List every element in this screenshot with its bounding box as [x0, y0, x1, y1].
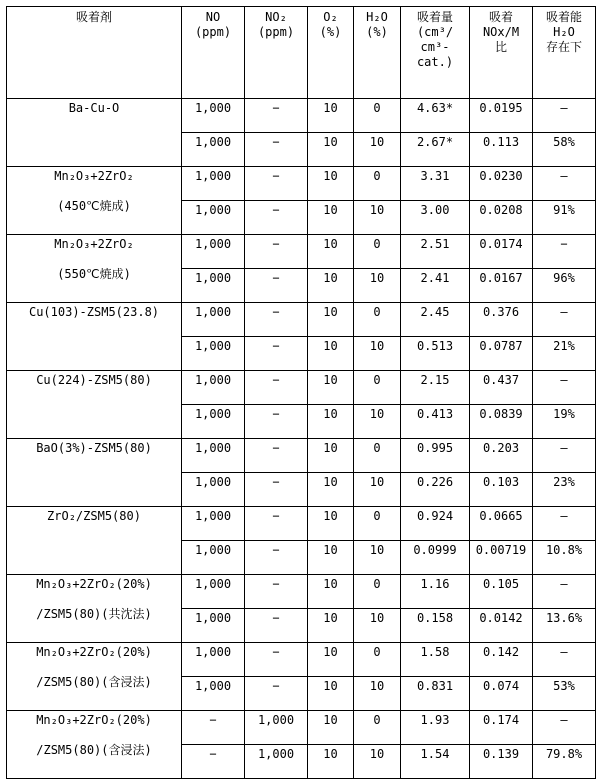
- o2-cell: 10: [308, 167, 354, 201]
- ratio-cell: 0.139: [470, 745, 533, 779]
- adsorbent-name: Cu(224)-ZSM5(80): [36, 373, 152, 387]
- o2-cell: 10: [308, 303, 354, 337]
- ratio-cell: 0.113: [470, 133, 533, 167]
- no2-cell: −: [245, 439, 308, 473]
- amount-cell: 1.16: [401, 575, 470, 609]
- o2-cell: 10: [308, 235, 354, 269]
- ratio-cell: 0.0787: [470, 337, 533, 371]
- amount-cell: 3.00: [401, 201, 470, 235]
- o2-cell: 10: [308, 745, 354, 779]
- no2-cell: −: [245, 99, 308, 133]
- adsorbent-name: Mn₂O₃+2ZrO₂(20%): [36, 577, 152, 591]
- no-cell: 1,000: [182, 439, 245, 473]
- retention-cell: 10.8%: [533, 541, 596, 575]
- ratio-cell: 0.376: [470, 303, 533, 337]
- header-nox-ratio: 吸着 NOx/M 比: [470, 7, 533, 99]
- h2o-cell: 0: [354, 235, 401, 269]
- o2-cell: 10: [308, 269, 354, 303]
- ratio-cell: 0.0167: [470, 269, 533, 303]
- retention-cell: —: [533, 99, 596, 133]
- adsorbent-cell: [7, 303, 182, 371]
- retention-cell: 21%: [533, 337, 596, 371]
- h2o-cell: 10: [354, 541, 401, 575]
- no2-cell: −: [245, 575, 308, 609]
- header-row: [7, 7, 596, 99]
- no-cell: 1,000: [182, 541, 245, 575]
- header-o2: O₂ (%): [308, 7, 354, 99]
- adsorbent-cell: [7, 167, 182, 235]
- amount-cell: 1.58: [401, 643, 470, 677]
- amount-cell: 4.63*: [401, 99, 470, 133]
- amount-cell: 1.93: [401, 711, 470, 745]
- ratio-cell: 0.105: [470, 575, 533, 609]
- h2o-cell: 0: [354, 303, 401, 337]
- amount-cell: 0.831: [401, 677, 470, 711]
- table-row: [7, 371, 596, 405]
- no2-cell: 1,000: [245, 711, 308, 745]
- header-no2: NO₂ (ppm): [245, 7, 308, 99]
- no-cell: 1,000: [182, 507, 245, 541]
- adsorbent-note: /ZSM5(80)(含浸法): [36, 743, 152, 757]
- h2o-cell: 0: [354, 507, 401, 541]
- no2-cell: −: [245, 609, 308, 643]
- retention-cell: 96%: [533, 269, 596, 303]
- retention-cell: −: [533, 235, 596, 269]
- no2-cell: 1,000: [245, 745, 308, 779]
- retention-cell: 79.8%: [533, 745, 596, 779]
- amount-cell: 1.54: [401, 745, 470, 779]
- h2o-cell: 10: [354, 201, 401, 235]
- adsorbent-cell: [7, 371, 182, 439]
- h2o-cell: 0: [354, 711, 401, 745]
- amount-cell: 3.31: [401, 167, 470, 201]
- h2o-cell: 10: [354, 133, 401, 167]
- ratio-cell: 0.174: [470, 711, 533, 745]
- ratio-cell: 0.203: [470, 439, 533, 473]
- header-retention: 吸着能 H₂O 存在下: [533, 7, 596, 99]
- table-row: [7, 303, 596, 337]
- amount-cell: 2.67*: [401, 133, 470, 167]
- no-cell: 1,000: [182, 269, 245, 303]
- no-cell: −: [182, 745, 245, 779]
- retention-cell: —: [533, 439, 596, 473]
- h2o-cell: 10: [354, 337, 401, 371]
- adsorbent-cell: [7, 99, 182, 167]
- adsorbent-name: Mn₂O₃+2ZrO₂: [54, 169, 134, 183]
- no2-cell: −: [245, 337, 308, 371]
- no2-cell: −: [245, 405, 308, 439]
- no-cell: 1,000: [182, 167, 245, 201]
- retention-cell: 23%: [533, 473, 596, 507]
- table-row: [7, 439, 596, 473]
- retention-cell: 91%: [533, 201, 596, 235]
- ratio-cell: 0.0665: [470, 507, 533, 541]
- o2-cell: 10: [308, 643, 354, 677]
- o2-cell: 10: [308, 473, 354, 507]
- no-cell: 1,000: [182, 643, 245, 677]
- ratio-cell: 0.0174: [470, 235, 533, 269]
- no-cell: 1,000: [182, 677, 245, 711]
- o2-cell: 10: [308, 677, 354, 711]
- ratio-cell: 0.142: [470, 643, 533, 677]
- adsorbent-name: Ba-Cu-O: [68, 101, 120, 115]
- ratio-cell: 0.0230: [470, 167, 533, 201]
- retention-cell: 53%: [533, 677, 596, 711]
- no2-cell: −: [245, 677, 308, 711]
- no-cell: 1,000: [182, 133, 245, 167]
- h2o-cell: 0: [354, 643, 401, 677]
- o2-cell: 10: [308, 337, 354, 371]
- amount-cell: 0.0999: [401, 541, 470, 575]
- o2-cell: 10: [308, 99, 354, 133]
- o2-cell: 10: [308, 507, 354, 541]
- o2-cell: 10: [308, 201, 354, 235]
- table-row: [7, 575, 596, 609]
- table-row: [7, 235, 596, 269]
- h2o-cell: 10: [354, 745, 401, 779]
- ratio-cell: 0.0208: [470, 201, 533, 235]
- amount-cell: 0.413: [401, 405, 470, 439]
- retention-cell: —: [533, 507, 596, 541]
- no2-cell: −: [245, 371, 308, 405]
- adsorbent-name: ZrO₂/ZSM5(80): [47, 509, 141, 523]
- o2-cell: 10: [308, 575, 354, 609]
- adsorbent-name: Mn₂O₃+2ZrO₂: [54, 237, 134, 251]
- no-cell: 1,000: [182, 99, 245, 133]
- o2-cell: 10: [308, 133, 354, 167]
- table-row: [7, 167, 596, 201]
- header-no: NO (ppm): [182, 7, 245, 99]
- ratio-cell: 0.437: [470, 371, 533, 405]
- retention-cell: —: [533, 371, 596, 405]
- no-cell: −: [182, 711, 245, 745]
- h2o-cell: 10: [354, 609, 401, 643]
- adsorbent-name: Mn₂O₃+2ZrO₂(20%): [36, 713, 152, 727]
- ratio-cell: 0.0195: [470, 99, 533, 133]
- table-row: [7, 507, 596, 541]
- o2-cell: 10: [308, 371, 354, 405]
- o2-cell: 10: [308, 405, 354, 439]
- adsorbent-cell: [7, 575, 182, 643]
- o2-cell: 10: [308, 439, 354, 473]
- table-row: [7, 643, 596, 677]
- no-cell: 1,000: [182, 337, 245, 371]
- no2-cell: −: [245, 133, 308, 167]
- adsorbent-note: (550℃焼成): [57, 267, 131, 281]
- no-cell: 1,000: [182, 201, 245, 235]
- o2-cell: 10: [308, 711, 354, 745]
- retention-cell: 13.6%: [533, 609, 596, 643]
- h2o-cell: 0: [354, 371, 401, 405]
- adsorbent-cell: [7, 711, 182, 779]
- adsorbent-data-table: [6, 6, 596, 779]
- retention-cell: —: [533, 303, 596, 337]
- no-cell: 1,000: [182, 473, 245, 507]
- no-cell: 1,000: [182, 575, 245, 609]
- no-cell: 1,000: [182, 303, 245, 337]
- amount-cell: 2.41: [401, 269, 470, 303]
- no-cell: 1,000: [182, 609, 245, 643]
- amount-cell: 0.995: [401, 439, 470, 473]
- h2o-cell: 0: [354, 439, 401, 473]
- ratio-cell: 0.103: [470, 473, 533, 507]
- no2-cell: −: [245, 269, 308, 303]
- o2-cell: 10: [308, 609, 354, 643]
- amount-cell: 0.513: [401, 337, 470, 371]
- retention-cell: 58%: [533, 133, 596, 167]
- adsorbent-name: Mn₂O₃+2ZrO₂(20%): [36, 645, 152, 659]
- retention-cell: —: [533, 575, 596, 609]
- o2-cell: 10: [308, 541, 354, 575]
- table-wrapper: [6, 6, 596, 779]
- ratio-cell: 0.00719: [470, 541, 533, 575]
- no2-cell: −: [245, 201, 308, 235]
- h2o-cell: 10: [354, 405, 401, 439]
- adsorbent-cell: [7, 235, 182, 303]
- adsorbent-cell: [7, 507, 182, 575]
- header-adsorbent: 吸着剤: [7, 7, 182, 99]
- header-adsorption-amount: 吸着量 (cm³/ cm³- cat.): [401, 7, 470, 99]
- adsorbent-note: /ZSM5(80)(共沈法): [36, 607, 152, 621]
- adsorbent-name: Cu(103)-ZSM5(23.8): [28, 305, 160, 319]
- no2-cell: −: [245, 473, 308, 507]
- no-cell: 1,000: [182, 235, 245, 269]
- h2o-cell: 10: [354, 269, 401, 303]
- ratio-cell: 0.0839: [470, 405, 533, 439]
- amount-cell: 0.158: [401, 609, 470, 643]
- amount-cell: 2.45: [401, 303, 470, 337]
- ratio-cell: 0.0142: [470, 609, 533, 643]
- adsorbent-cell: [7, 643, 182, 711]
- ratio-cell: 0.074: [470, 677, 533, 711]
- no-cell: 1,000: [182, 405, 245, 439]
- retention-cell: —: [533, 643, 596, 677]
- adsorbent-note: (450℃焼成): [57, 199, 131, 213]
- no2-cell: −: [245, 167, 308, 201]
- retention-cell: —: [533, 167, 596, 201]
- adsorbent-name: BaO(3%)-ZSM5(80): [36, 441, 152, 455]
- h2o-cell: 0: [354, 99, 401, 133]
- no2-cell: −: [245, 507, 308, 541]
- h2o-cell: 0: [354, 575, 401, 609]
- no-cell: 1,000: [182, 371, 245, 405]
- retention-cell: 19%: [533, 405, 596, 439]
- amount-cell: 0.226: [401, 473, 470, 507]
- amount-cell: 2.51: [401, 235, 470, 269]
- adsorbent-note: /ZSM5(80)(含浸法): [36, 675, 152, 689]
- no2-cell: −: [245, 303, 308, 337]
- h2o-cell: 10: [354, 677, 401, 711]
- no2-cell: −: [245, 643, 308, 677]
- table-row: [7, 711, 596, 745]
- h2o-cell: 10: [354, 473, 401, 507]
- table-row: [7, 99, 596, 133]
- no2-cell: −: [245, 235, 308, 269]
- h2o-cell: 0: [354, 167, 401, 201]
- header-h2o: H₂O (%): [354, 7, 401, 99]
- retention-cell: —: [533, 711, 596, 745]
- no2-cell: −: [245, 541, 308, 575]
- adsorbent-cell: [7, 439, 182, 507]
- amount-cell: 2.15: [401, 371, 470, 405]
- amount-cell: 0.924: [401, 507, 470, 541]
